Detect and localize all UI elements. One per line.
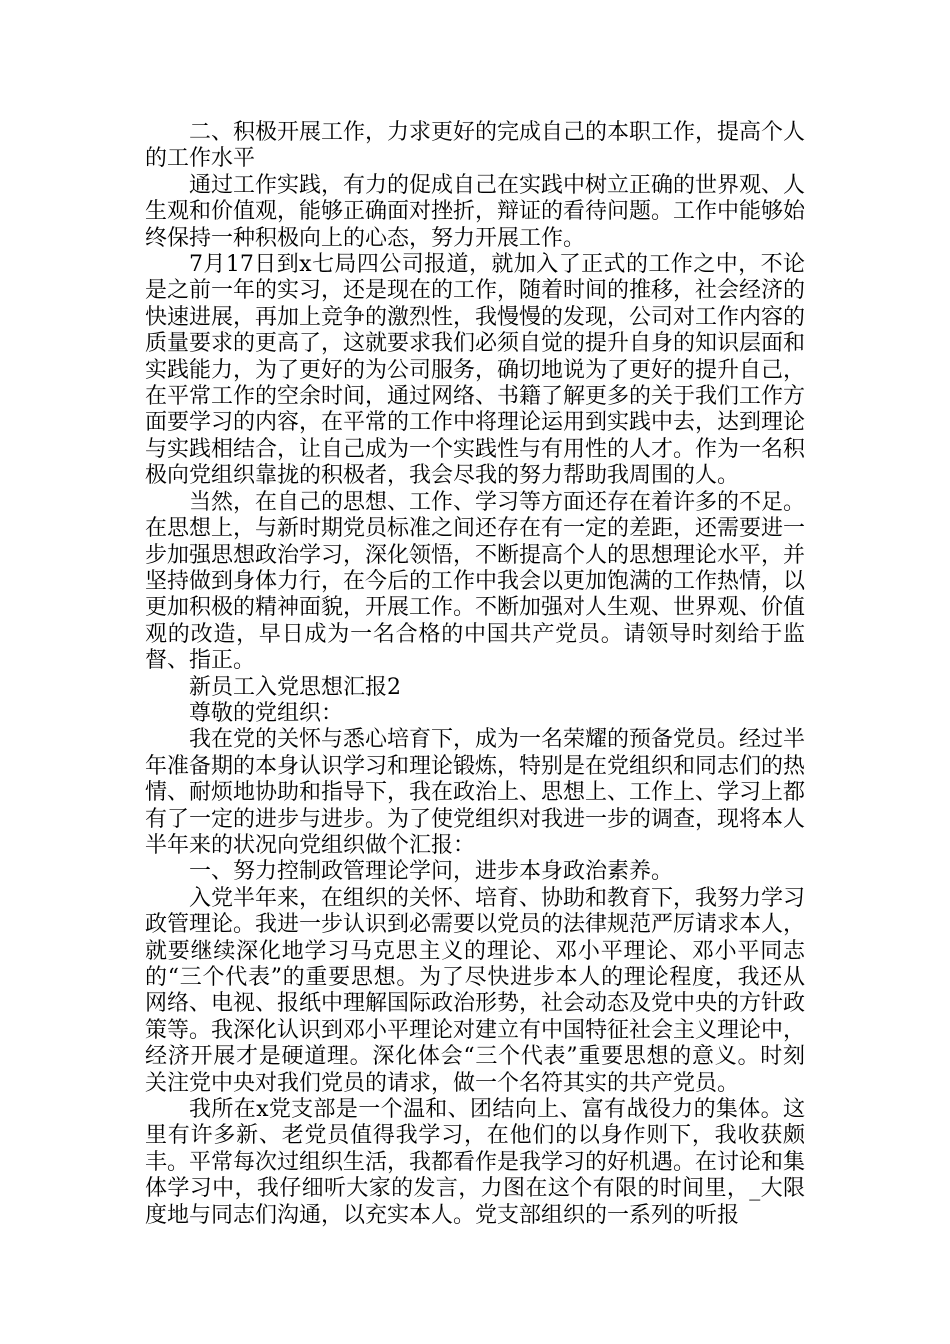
body-paragraph: 7月17日到x七局四公司报道，就加入了正式的工作之中，不论是之前一年的实习，还是现在的工作，随着时间的推移，社会经济的快速进展，再加上竞争的激烈性，我慢慢的发现，公司对工作内容的质量要求的更高了，这就要求我们必须自觉的提升自身的知识层面和实践能力，为了更好的为公司服务，确切地说为了更好的提升自己，在平常工作的空余时间，通过网络、书籍了解更多的关于我们工作方面要学习的内容，在平常的工作中将理论运用到实践中去，达到理论与实践相结合，让自己成为一个实践性与有用性的人才。作为一名积极向党组织靠拢的积极者，我会尽我的努力帮助我周围的人。: [145, 252, 806, 489]
body-paragraph: 通过工作实践，有力的促成自己在实践中树立正确的世界观、人生观和价值观，能够正确面对挫折，辩证的看待问题。工作中能够始终保持一种积极向上的心态，努力开展工作。: [145, 172, 806, 251]
body-paragraph: 入党半年来，在组织的关怀、培育、协助和教育下，我努力学习政管理论。我进一步认识到必需要以党员的法律规范严厉请求本人，就要继续深化地学习马克思主义的理论、邓小平理论、邓小平同志的“三个代表”的重要思想。为了尽快进步本人的理论程度，我还从网络、电视、报纸中理解国际政治形势，社会动态及党中央的方针政策等。我深化认识到邓小平理论对建立有中国特征社会主义理论中，经济开展才是硬道理。深化体会“三个代表”重要思想的意义。时刻关注党中央对我们党员的请求，做一个名符其实的共产党员。: [145, 885, 806, 1096]
document-page: [145, 120, 805, 1229]
section-heading: 一、努力控制政管理论学问，进步本身政治素养。: [189, 859, 674, 885]
body-paragraph: 我在党的关怀与悉心培育下，成为一名荣耀的预备党员。经过半年准备期的本身认识学习和理论锻炼，特别是在党组织和同志们的热情、耐烦地协助和指导下，我在政治上、思想上、工作上、学习上都有了一定的进步与进步。为了使党组织对我进一步的调查，现将本人半年来的状况向党组织做个汇报：: [145, 727, 806, 858]
body-paragraph: 我所在x党支部是一个温和、团结向上、富有战役力的集体。这里有许多新、老党员值得我学习，在他们的以身作则下，我收获颇丰。平常每次过组织生活，我都看作是我学习的好机遇。在讨论和集体学习中，我仔细听大家的发言，力图在这个有限的时间里，_大限度地与同志们沟通，以充实本人。党支部组织的一系列的听报: [145, 1097, 806, 1228]
body-paragraph: 当然，在自己的思想、工作、学习等方面还存在着许多的不足。在思想上，与新时期党员标准之间还存在有一定的差距，还需要进一步加强思想政治学习，深化领悟，不断提高个人的思想理论水平，并坚持做到身体力行，在今后的工作中我会以更加饱满的工作热情，以更加积极的精神面貌，开展工作。不断加强对人生观、世界观、价值观的改造，早日成为一名合格的中国共产党员。请领导时刻给于监督、指正。: [145, 489, 806, 674]
salutation: 尊敬的党组织：: [189, 700, 344, 726]
section-heading: 二、积极开展工作，力求更好的完成自己的本职工作，提高个人的工作水平: [145, 120, 806, 172]
report-title: 新员工入党思想汇报2: [189, 674, 401, 700]
